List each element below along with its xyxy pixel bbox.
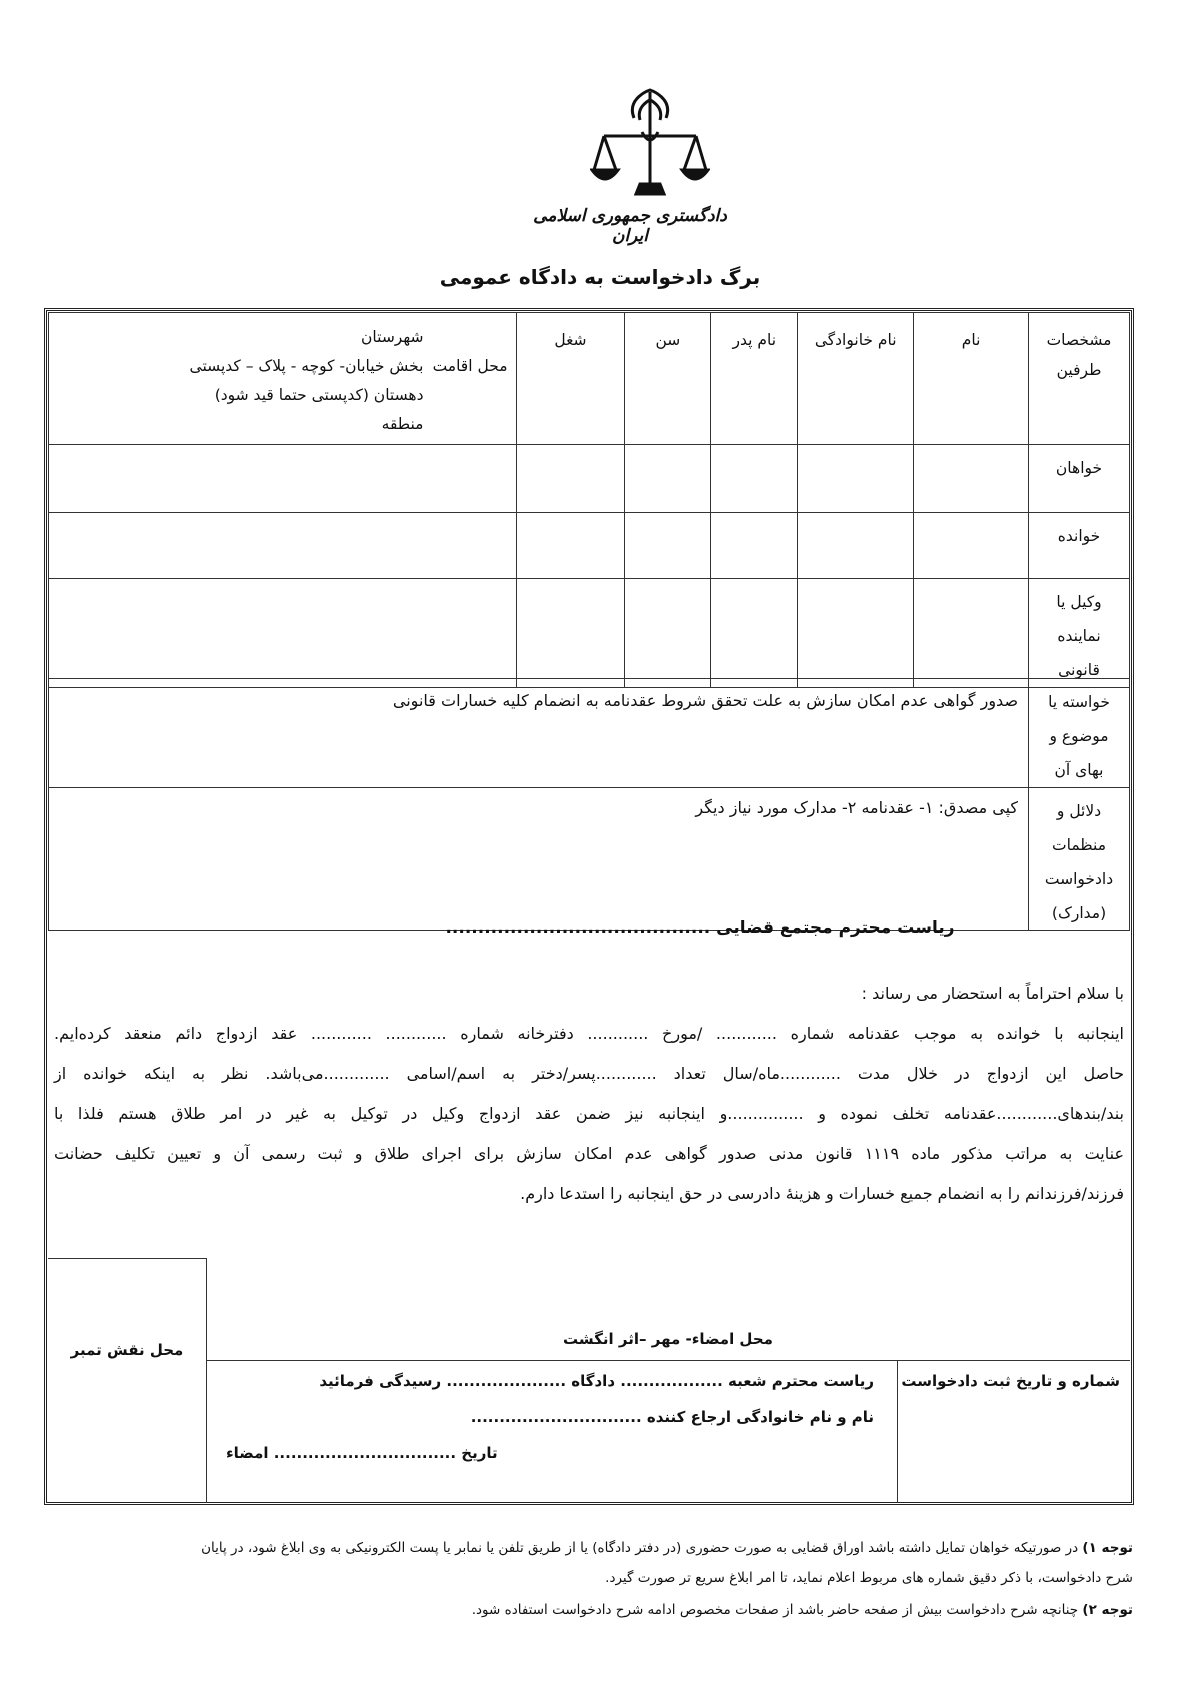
plaintiff-residence-cell[interactable]: [49, 445, 517, 513]
signature-place-label: محل امضاء- مهر –اثر انگشت: [563, 1330, 773, 1348]
body-line-6: فرزند/فرزندانم را به انضمام جمیع خسارات و هزینهٔ دادرسی در حق اینجانبه را استدعا دارم.: [520, 1184, 1124, 1203]
registration-label: شماره و تاریخ ثبت دادخواست: [901, 1372, 1120, 1390]
lawyer-row: [49, 579, 1130, 688]
residence-line-3: دهستان (کدپستی حتما قید شود): [214, 386, 424, 404]
petition-body: [48, 912, 1130, 1257]
referral-line-2: نام و نام خانوادگی ارجاع کننده ..............................: [470, 1408, 874, 1426]
referral-line-3: تاریخ ................................ امضاء: [226, 1444, 498, 1462]
lawyer-job-cell[interactable]: [516, 579, 625, 688]
bottom-section: [48, 1258, 1130, 1502]
lawyer-age-cell[interactable]: [625, 579, 711, 688]
defendant-job-cell[interactable]: [516, 513, 625, 579]
plaintiff-label: خواهان: [1029, 445, 1130, 513]
header-age: سن: [625, 313, 711, 445]
lawyer-first-name-cell[interactable]: [914, 579, 1029, 688]
evidence-label: دلائل و منظمات دادخواست (مدارک): [1029, 788, 1130, 931]
stamp-box: [48, 1258, 207, 1503]
header-first-name: نام: [914, 313, 1029, 445]
claim-text[interactable]: صدور گواهی عدم امکان سازش به علت تحقق شروط عقدنامه به انضمام کلیه خسارات قانونی: [49, 679, 1029, 788]
lawyer-residence-cell[interactable]: [49, 579, 517, 688]
body-line-1: با سلام احتراماً به استحضار می رساند :: [861, 984, 1124, 1003]
defendant-row: [49, 513, 1130, 579]
registration-box: [897, 1360, 1130, 1502]
body-line-3: حاصل این ازدواج در خلال مدت ............ماه/سال تعداد ............پسر/دختر به اسم/اسامی .............می‌باشد. نظر به اینکه خوانده از: [54, 1064, 1124, 1083]
body-line-4: بند/بندهای............عقدنامه تخلف نموده و ...............و اینجانبه نیز ضمن عقد ازدواج وکیل در توکیل به غیر در امر طلاق هستم فلذا با: [54, 1104, 1124, 1123]
lawyer-label: وکیل یا نماینده قانونی: [1029, 579, 1130, 688]
plaintiff-first-name-cell[interactable]: [914, 445, 1029, 513]
header-residence: [49, 313, 517, 445]
note-1-continued: شرح دادخواست، با ذکر دقیق شماره های مربوط اعلام نماید، تا امر ابلاغ سریع تر صورت گیرد.: [605, 1570, 1133, 1586]
header-father-name: نام پدر: [711, 313, 798, 445]
form-title: برگ دادخواست به دادگاه عمومی: [439, 265, 761, 289]
claim-table: [48, 678, 1130, 931]
residence-line-1: شهرستان: [361, 328, 424, 346]
parties-table: [48, 312, 1130, 688]
header-job: شغل: [516, 313, 625, 445]
note-2: توجه ۲) چنانچه شرح دادخواست بیش از صفحه حاضر باشد از صفحات مخصوص ادامه شرح دادخواست استفاده شود.: [471, 1602, 1133, 1618]
addressee-title: ریاست محترم مجتمع قضایی .........................................: [445, 918, 955, 938]
judiciary-emblem-icon: [590, 88, 710, 210]
defendant-residence-cell[interactable]: [49, 513, 517, 579]
body-line-5: عنایت به مراتب مذکور ماده ۱۱۱۹ قانون مدنی صدور گواهی عدم امکان سازش برای اجرای طلاق و ثبت رسمی آن و تعیین تکلیف حضانت: [54, 1144, 1124, 1163]
defendant-father-name-cell[interactable]: [711, 513, 798, 579]
defendant-last-name-cell[interactable]: [798, 513, 914, 579]
plaintiff-row: [49, 445, 1130, 513]
header-last-name: نام خانوادگی: [798, 313, 914, 445]
defendant-first-name-cell[interactable]: [914, 513, 1029, 579]
claim-label: خواسته یا موضوع و بهای آن: [1029, 679, 1130, 788]
defendant-age-cell[interactable]: [625, 513, 711, 579]
plaintiff-last-name-cell[interactable]: [798, 445, 914, 513]
residence-line-4: منطقه: [381, 415, 424, 433]
body-line-2: اینجانبه با خوانده به موجب عقدنامه شماره ............ /مورخ ............ دفترخانه شماره ............ ............ عقد ازدواج دائم منعقد کرده‌ایم.: [54, 1024, 1124, 1043]
residence-label: محل اقامت: [432, 357, 508, 375]
plaintiff-age-cell[interactable]: [625, 445, 711, 513]
stamp-place-label: محل نقش تمبر: [70, 1341, 184, 1359]
defendant-label: خوانده: [1029, 513, 1130, 579]
plaintiff-father-name-cell[interactable]: [711, 445, 798, 513]
organization-name: دادگستری جمهوری اسلامی ایران: [533, 206, 727, 246]
residence-line-2: بخش خیابان- کوچه - پلاک – کدپستی: [189, 357, 424, 375]
referral-line-1: ریاست محترم شعبه .................. دادگاه ..................... رسیدگی فرمائید: [319, 1372, 874, 1390]
lawyer-father-name-cell[interactable]: [711, 579, 798, 688]
header-parties: مشخصات طرفین: [1029, 313, 1130, 445]
plaintiff-job-cell[interactable]: [516, 445, 625, 513]
evidence-text[interactable]: کپی مصدق: ۱- عقدنامه ۲- مدارک مورد نیاز دیگر: [49, 788, 1029, 931]
lawyer-last-name-cell[interactable]: [798, 579, 914, 688]
note-1: توجه ۱) در صورتیکه خواهان تمایل داشته باشد اوراق قضایی به صورت حضوری (در دفتر دادگاه) یا از طریق تلفن یا نمابر یا پست الکترونیکی به وی ابلاغ شود، در پایان: [201, 1540, 1133, 1556]
